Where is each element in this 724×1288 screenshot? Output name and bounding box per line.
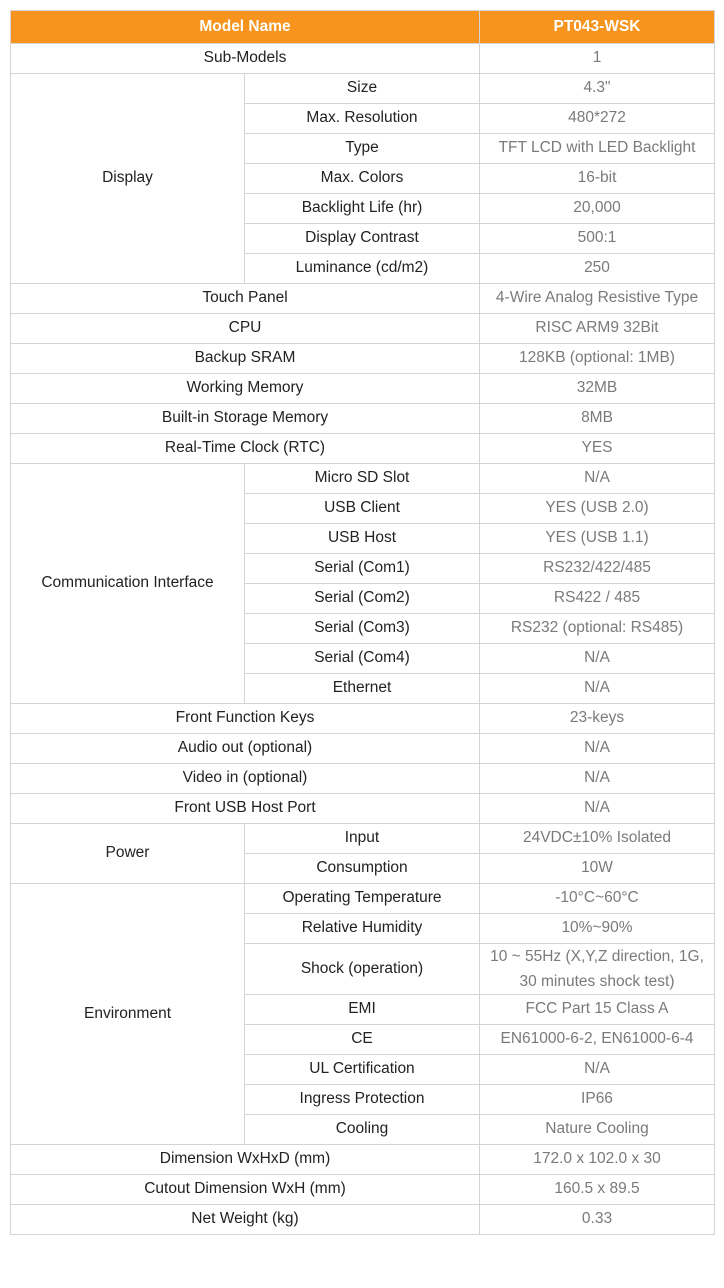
table-row — [11, 74, 715, 104]
row-label: Relative Humidity — [245, 914, 480, 944]
row-value: N/A — [480, 794, 715, 824]
row-value: 10%~90% — [480, 914, 715, 944]
row-label: EMI — [245, 995, 480, 1025]
row-label: Audio out (optional) — [11, 734, 480, 764]
row-label: USB Host — [245, 524, 480, 554]
table-row — [11, 404, 715, 434]
row-value: 10W — [480, 854, 715, 884]
row-value: 128KB (optional: 1MB) — [480, 344, 715, 374]
row-value: 4.3" — [480, 74, 715, 104]
row-value: 160.5 x 89.5 — [480, 1175, 715, 1205]
row-value: 480*272 — [480, 104, 715, 134]
spec-table — [10, 10, 715, 1235]
table-row — [11, 434, 715, 464]
row-value: 4-Wire Analog Resistive Type — [480, 284, 715, 314]
row-label: Front USB Host Port — [11, 794, 480, 824]
row-label: Backlight Life (hr) — [245, 194, 480, 224]
row-value: 16-bit — [480, 164, 715, 194]
row-value: TFT LCD with LED Backlight — [480, 134, 715, 164]
row-label: UL Certification — [245, 1055, 480, 1085]
row-value: 0.33 — [480, 1205, 715, 1235]
row-value: 172.0 x 102.0 x 30 — [480, 1145, 715, 1175]
row-label: Ingress Protection — [245, 1085, 480, 1115]
table-row — [11, 314, 715, 344]
table-row — [11, 734, 715, 764]
row-value: YES — [480, 434, 715, 464]
table-row — [11, 1205, 715, 1235]
row-value: Nature Cooling — [480, 1115, 715, 1145]
header-value: PT043-WSK — [480, 11, 715, 44]
table-row — [11, 824, 715, 854]
row-label: Shock (operation) — [245, 944, 480, 995]
row-value: RISC ARM9 32Bit — [480, 314, 715, 344]
row-value: 250 — [480, 254, 715, 284]
table-row — [11, 44, 715, 74]
row-label: Input — [245, 824, 480, 854]
row-label: Serial (Com3) — [245, 614, 480, 644]
row-label: Operating Temperature — [245, 884, 480, 914]
table-row — [11, 374, 715, 404]
row-value: N/A — [480, 1055, 715, 1085]
row-label: Dimension WxHxD (mm) — [11, 1145, 480, 1175]
row-label: Ethernet — [245, 674, 480, 704]
table-row — [11, 794, 715, 824]
row-label: CPU — [11, 314, 480, 344]
row-value: 20,000 — [480, 194, 715, 224]
row-value: YES (USB 1.1) — [480, 524, 715, 554]
row-label: Max. Resolution — [245, 104, 480, 134]
table-row — [11, 1145, 715, 1175]
row-value: EN61000-6-2, EN61000-6-4 — [480, 1025, 715, 1055]
row-value: YES (USB 2.0) — [480, 494, 715, 524]
row-label: CE — [245, 1025, 480, 1055]
row-value: RS232 (optional: RS485) — [480, 614, 715, 644]
group-label-display: Display — [11, 74, 245, 284]
group-label-power: Power — [11, 824, 245, 884]
row-value: IP66 — [480, 1085, 715, 1115]
row-label: Built-in Storage Memory — [11, 404, 480, 434]
row-value: N/A — [480, 644, 715, 674]
header-label: Model Name — [11, 11, 480, 44]
table-row — [11, 1175, 715, 1205]
row-value: FCC Part 15 Class A — [480, 995, 715, 1025]
row-label: USB Client — [245, 494, 480, 524]
row-label: Serial (Com2) — [245, 584, 480, 614]
row-label: Serial (Com1) — [245, 554, 480, 584]
row-label: Cutout Dimension WxH (mm) — [11, 1175, 480, 1205]
row-label: Real-Time Clock (RTC) — [11, 434, 480, 464]
row-label: Consumption — [245, 854, 480, 884]
row-value: 32MB — [480, 374, 715, 404]
row-label: Backup SRAM — [11, 344, 480, 374]
row-label: Luminance (cd/m2) — [245, 254, 480, 284]
row-value: N/A — [480, 464, 715, 494]
row-value: 500:1 — [480, 224, 715, 254]
row-value: -10°C~60°C — [480, 884, 715, 914]
group-label-environment: Environment — [11, 884, 245, 1145]
row-label: Net Weight (kg) — [11, 1205, 480, 1235]
row-value: N/A — [480, 764, 715, 794]
row-label: Video in (optional) — [11, 764, 480, 794]
row-label: Micro SD Slot — [245, 464, 480, 494]
row-label: Serial (Com4) — [245, 644, 480, 674]
row-value: RS232/422/485 — [480, 554, 715, 584]
row-label: Working Memory — [11, 374, 480, 404]
row-value: N/A — [480, 674, 715, 704]
table-row — [11, 884, 715, 914]
row-label: Front Function Keys — [11, 704, 480, 734]
table-row — [11, 344, 715, 374]
row-label: Size — [245, 74, 480, 104]
row-label: Sub-Models — [11, 44, 480, 74]
row-label: Max. Colors — [245, 164, 480, 194]
row-value: 24VDC±10% Isolated — [480, 824, 715, 854]
header-row — [11, 11, 715, 44]
row-value: 8MB — [480, 404, 715, 434]
row-label: Cooling — [245, 1115, 480, 1145]
table-row — [11, 764, 715, 794]
row-value: 1 — [480, 44, 715, 74]
row-label: Type — [245, 134, 480, 164]
row-value: 10 ~ 55Hz (X,Y,Z direction, 1G, 30 minutes shock test) — [480, 944, 715, 995]
row-label: Display Contrast — [245, 224, 480, 254]
group-label-communication: Communication Interface — [11, 464, 245, 704]
row-value: 23-keys — [480, 704, 715, 734]
row-value: N/A — [480, 734, 715, 764]
row-value: RS422 / 485 — [480, 584, 715, 614]
row-label: Touch Panel — [11, 284, 480, 314]
table-row — [11, 284, 715, 314]
table-row — [11, 464, 715, 494]
table-row — [11, 704, 715, 734]
